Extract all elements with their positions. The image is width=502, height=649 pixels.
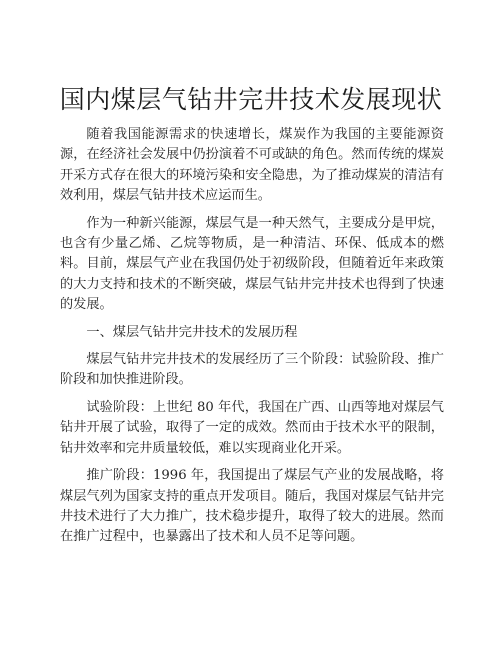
paragraph-promotion-stage: 推广阶段：1996 年，我国提出了煤层气产业的发展战略，将煤层气列为国家支持的重点开发项目。随后，我国对煤层气钻井完井技术进行了大力推广，技术稳步提升，取得了较大的进展。然而在推广过程中，也暴露出了技术和人员不足等问题。 xyxy=(60,468,444,545)
paragraph-intro-1: 随着我国能源需求的快速增长，煤炭作为我国的主要能源资源，在经济社会发展中仍扮演着不可或缺的角色。然而传统的煤炭开采方式存在很大的环境污染和安全隐患，为了推动煤炭的清洁有效利用，煤层气钻井技术应运而生。 xyxy=(60,127,444,204)
section-heading: 一、煤层气钻井完井技术的发展历程 xyxy=(86,324,298,340)
paragraph-trial-stage: 试验阶段：上世纪 80 年代，我国在广西、山西等地对煤层气钻井开展了试验，取得了一定的成效。然而由于技术水平的限制，钻井效率和完井质量较低，难以实现商业化开采。 xyxy=(60,399,444,456)
paragraph-intro-2: 作为一种新兴能源，煤层气是一种天然气，主要成分是甲烷，也含有少量乙烯、乙烷等物质，是一种清洁、环保、低成本的燃料。目前，煤层气产业在我国仍处于初级阶段，但随着近年来政策的大力支持和技术的不断突破，煤层气钻井完井技术也得到了快速的发展。 xyxy=(60,215,444,313)
document-body xyxy=(60,125,444,555)
document-title: 国内煤层气钻井完井技术发展现状 xyxy=(59,85,443,114)
paragraph-stages-overview: 煤层气钻井完井技术的发展经历了三个阶段：试验阶段、推广阶段和加快推进阶段。 xyxy=(60,352,444,388)
